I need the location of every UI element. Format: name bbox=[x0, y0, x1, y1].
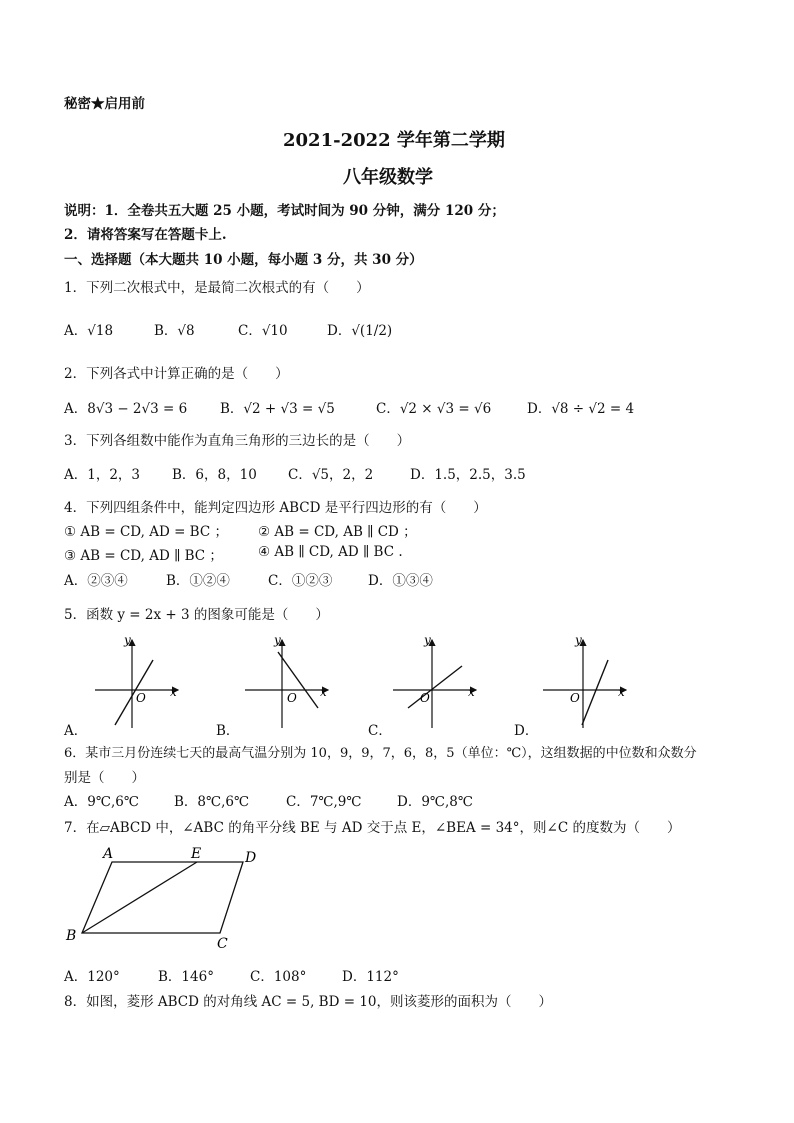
q5-graph-c-line bbox=[408, 666, 462, 708]
q4-condition-2: ② AB = CD, AB ∥ CD ； bbox=[258, 524, 417, 540]
q7-option-d: D．112° bbox=[342, 969, 399, 985]
q3-option-d: D．1.5，2.5，3.5 bbox=[410, 467, 526, 483]
q4-option-c: C．①②③ bbox=[268, 573, 333, 589]
year-title: 2021-2022 学年第二学期 bbox=[283, 130, 505, 151]
q7-label-b: B bbox=[66, 928, 77, 944]
q5-graph-b-x-label: x bbox=[320, 685, 327, 699]
subject-title: 八年级数学 bbox=[343, 167, 433, 188]
q5-graph-d-x-label: x bbox=[618, 685, 625, 699]
q2-stem: 2．下列各式中计算正确的是（ ） bbox=[64, 366, 289, 382]
q5-graph-a-x-label: x bbox=[170, 685, 177, 699]
q5-graph-b bbox=[245, 633, 328, 728]
q7-bisector-be bbox=[82, 862, 197, 933]
q5-option-c: C． bbox=[368, 723, 392, 739]
section-1-heading: 一、选择题（本大题共 10 小题，每小题 3 分，共 30 分） bbox=[64, 252, 423, 268]
q5-graph-a bbox=[95, 633, 178, 728]
q2-option-d: D．√8 ÷ √2 = 4 bbox=[527, 401, 635, 417]
q6-option-d: D．9℃,8℃ bbox=[397, 794, 473, 810]
q7-parallelogram bbox=[82, 862, 243, 933]
q6-stem-line-2: 别是（ ） bbox=[64, 770, 145, 786]
note-line-1: 说明：1．全卷共五大题 25 小题，考试时间为 90 分钟，满分 120 分； bbox=[64, 203, 505, 219]
q4-option-a: A．②③④ bbox=[64, 573, 128, 589]
q5-graph-a-origin: O bbox=[136, 691, 146, 705]
q8-stem: 8．如图，菱形 ABCD 的对角线 AC = 5, BD = 10，则该菱形的面积为（ ） bbox=[64, 994, 552, 1010]
q4-condition-4: ④ AB ∥ CD, AD ∥ BC . bbox=[258, 544, 403, 560]
q7-label-d: D bbox=[245, 850, 257, 866]
q3-option-b: B．6，8，10 bbox=[172, 467, 257, 483]
q5-graph-d-line bbox=[582, 660, 608, 725]
q5-graph-options bbox=[60, 630, 740, 740]
q5-graph-c-x-label: x bbox=[468, 685, 475, 699]
q3-stem: 3．下列各组数中能作为直角三角形的三边长的是（ ） bbox=[64, 433, 411, 449]
q7-label-e: E bbox=[191, 846, 202, 862]
q5-graph-b-y-label: y bbox=[274, 633, 281, 647]
q7-option-b: B．146° bbox=[158, 969, 214, 985]
q5-graph-a-line bbox=[115, 660, 153, 725]
q5-option-a: A． bbox=[64, 723, 88, 739]
q4-option-b: B．①②④ bbox=[166, 573, 230, 589]
q1-option-d: D．√(1/2) bbox=[327, 323, 393, 339]
q1-option-b: B．√8 bbox=[154, 323, 195, 339]
q5-graph-b-line bbox=[278, 652, 318, 708]
q4-condition-3: ③ AB = CD, AD ∥ BC ； bbox=[64, 548, 223, 564]
q5-graph-c bbox=[393, 633, 476, 728]
q3-option-a: A．1，2，3 bbox=[64, 467, 141, 483]
q6-stem-line-1: 6．某市三月份连续七天的最高气温分别为 10，9，9，7，6，8，5（单位：℃），这组数据的中位数和众数分 bbox=[64, 746, 697, 761]
q6-option-c: C．7℃,9℃ bbox=[286, 794, 362, 810]
q5-option-b: B． bbox=[216, 723, 240, 739]
q7-option-a: A．120° bbox=[64, 969, 120, 985]
q4-stem: 4．下列四组条件中，能判定四边形 ABCD 是平行四边形的有（ ） bbox=[64, 500, 487, 516]
q2-option-b: B．√2 + √3 = √5 bbox=[220, 401, 335, 417]
q7-parallelogram-figure bbox=[60, 840, 280, 955]
q7-option-c: C．108° bbox=[250, 969, 307, 985]
note-line-2: 2．请将答案写在答题卡上. bbox=[64, 227, 227, 243]
q2-option-c: C．√2 × √3 = √6 bbox=[376, 401, 492, 417]
q5-graph-d-y-label: y bbox=[575, 633, 582, 647]
q7-label-a: A bbox=[103, 846, 114, 862]
q5-graph-b-origin: O bbox=[287, 691, 297, 705]
q1-option-c: C．√10 bbox=[238, 323, 288, 339]
q7-stem: 7．在▱ABCD 中，∠ABC 的角平分线 BE 与 AD 交于点 E，∠BEA = 34°，则∠C 的度数为（ ） bbox=[64, 820, 681, 836]
q6-option-b: B．8℃,6℃ bbox=[174, 794, 250, 810]
q2-option-a: A．8√3 − 2√3 = 6 bbox=[64, 401, 188, 417]
q7-label-c: C bbox=[217, 936, 228, 952]
q4-option-d: D．①③④ bbox=[368, 573, 433, 589]
q1-stem: 1．下列二次根式中，是最简二次根式的有（ ） bbox=[64, 280, 370, 296]
q6-option-a: A．9℃,6℃ bbox=[64, 794, 139, 810]
q5-stem: 5．函数 y = 2x + 3 的图象可能是（ ） bbox=[64, 607, 329, 623]
q1-option-a: A．√18 bbox=[64, 323, 114, 339]
secret-label: 秘密★启用前 bbox=[64, 96, 145, 112]
q5-graph-a-y-label: y bbox=[124, 633, 131, 647]
q5-option-d: D． bbox=[514, 723, 539, 739]
q5-graph-c-y-label: y bbox=[424, 633, 431, 647]
q4-condition-1: ① AB = CD, AD = BC ； bbox=[64, 524, 228, 540]
q3-option-c: C．√5，2，2 bbox=[288, 467, 374, 483]
q5-graph-c-origin: O bbox=[420, 691, 430, 705]
q5-graph-d bbox=[543, 633, 626, 728]
q5-graph-d-origin: O bbox=[570, 691, 580, 705]
